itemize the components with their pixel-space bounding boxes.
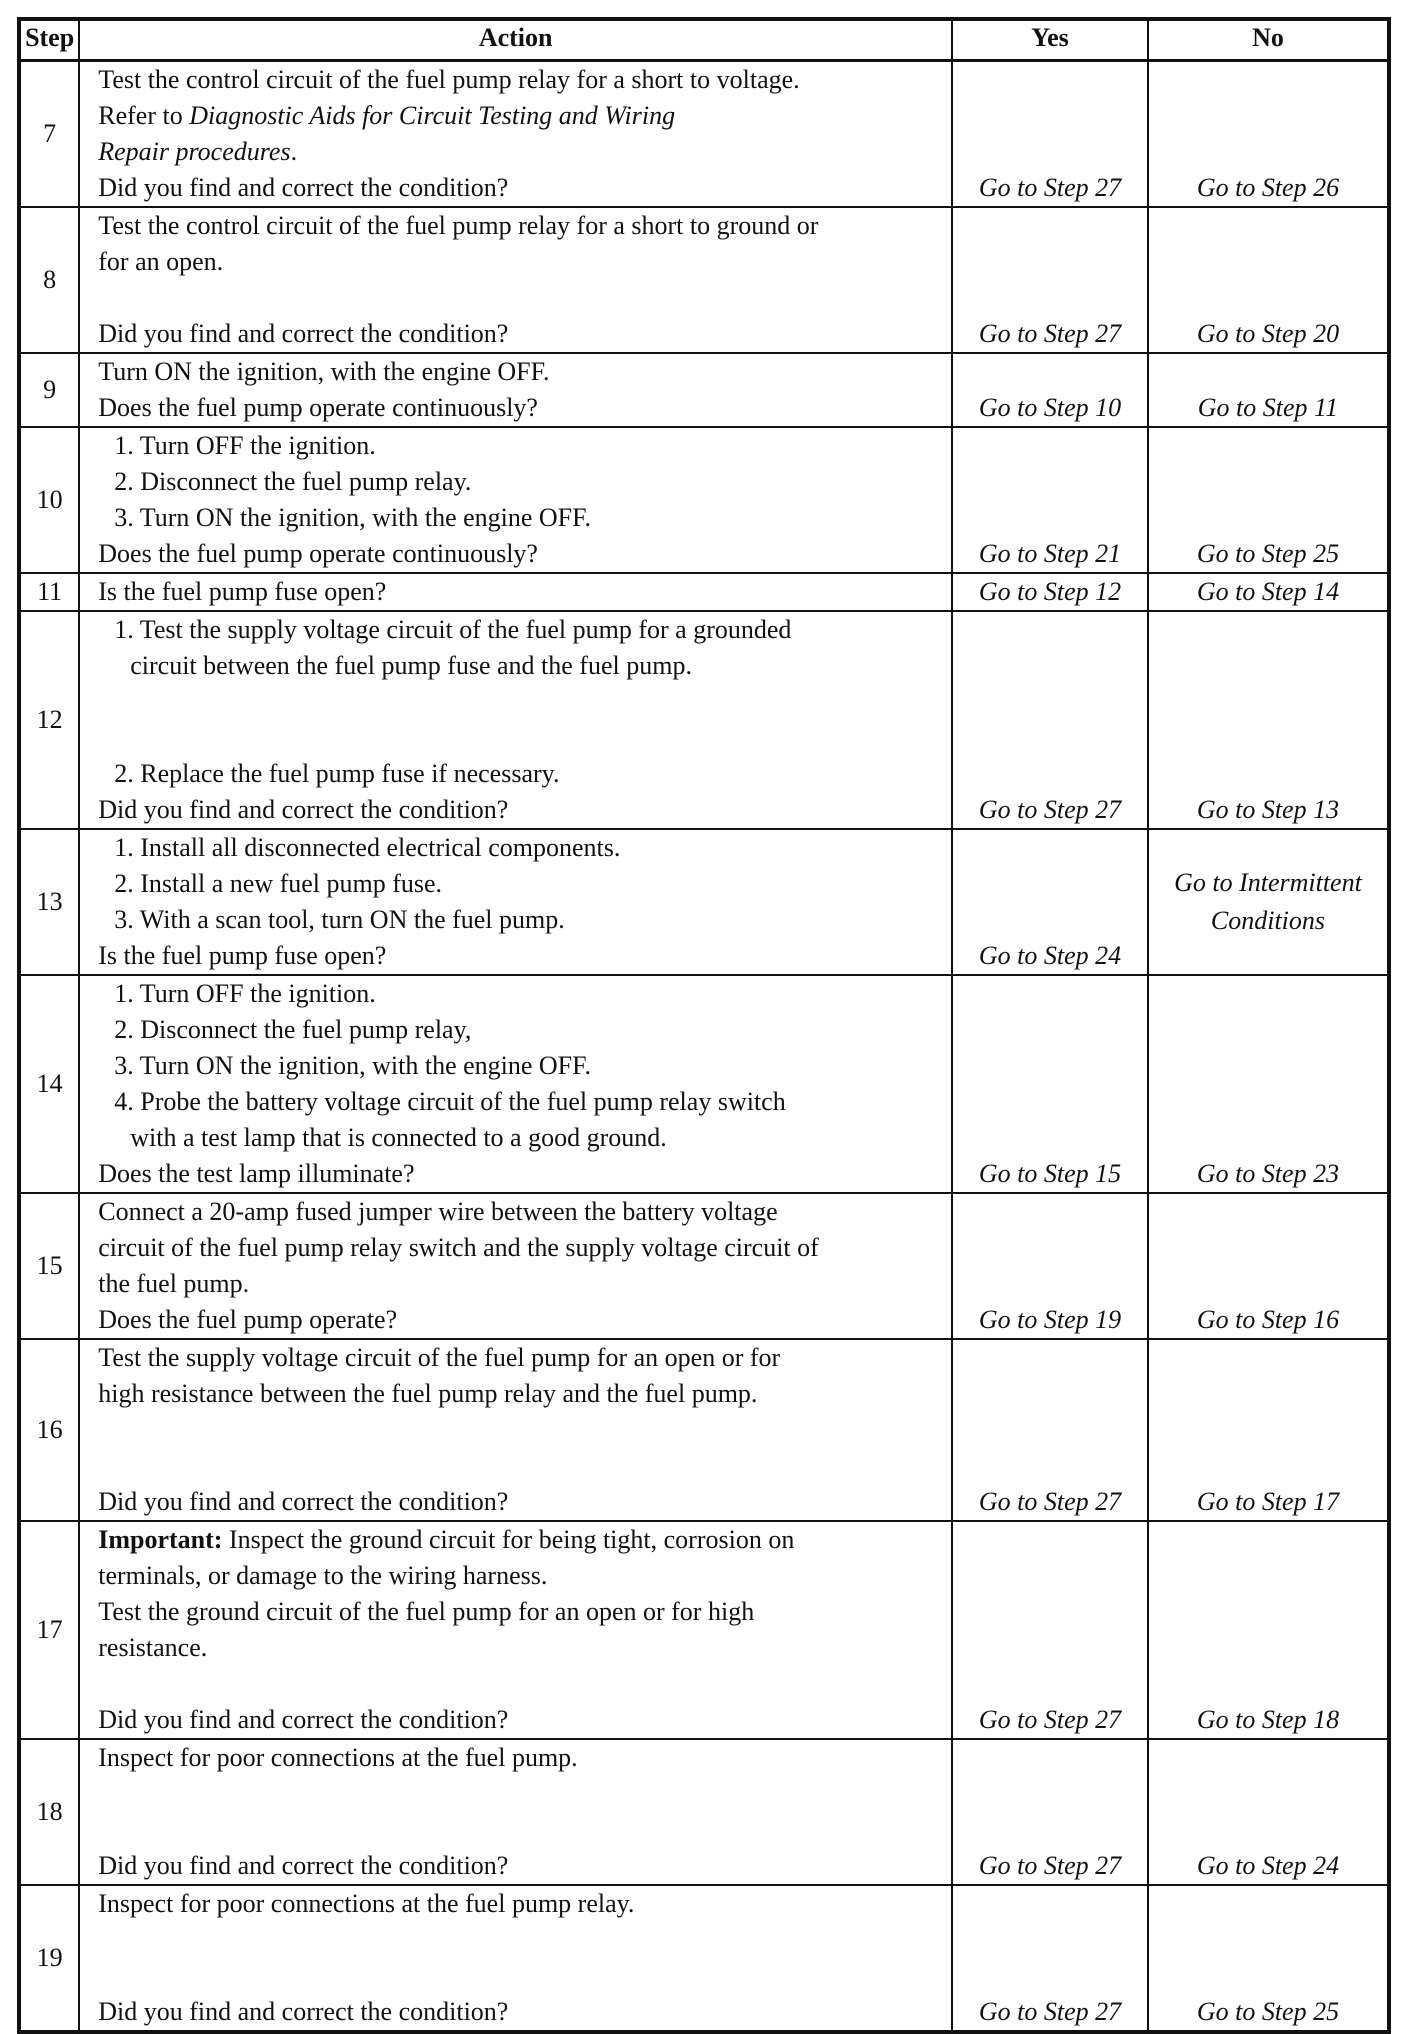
header-row xyxy=(19,19,1389,61)
action-line: the fuel pump. xyxy=(98,1269,250,1298)
action-line: Inspect for poor connections at the fuel pump relay. xyxy=(98,1889,635,1918)
yes-cell[interactable]: Go to Step 27 xyxy=(952,1521,1148,1739)
yes-cell[interactable]: Go to Step 19 xyxy=(952,1193,1148,1339)
action-line xyxy=(98,98,943,134)
yes-cell[interactable]: Go to Step 27 xyxy=(952,1885,1148,2032)
step-number: 16 xyxy=(19,1339,79,1521)
no-cell[interactable]: Go to Step 23 xyxy=(1148,975,1389,1193)
action-cell xyxy=(79,353,952,427)
question-line: Does the fuel pump operate continuously? xyxy=(98,539,538,568)
no-cell[interactable]: Go to Step 16 xyxy=(1148,1193,1389,1339)
yes-cell[interactable]: Go to Step 27 xyxy=(952,611,1148,829)
step-number: 12 xyxy=(19,611,79,829)
action-line: with a test lamp that is connected to a good ground. xyxy=(130,1123,667,1152)
action-cell xyxy=(79,829,952,975)
action-line: 3. Turn ON the ignition, with the engine OFF. xyxy=(114,1051,592,1080)
table-row xyxy=(19,573,1389,611)
action-line: 3. With a scan tool, turn ON the fuel pump. xyxy=(114,905,565,934)
question-line: Does the test lamp illuminate? xyxy=(98,1159,415,1188)
no-cell[interactable]: Go to Step 25 xyxy=(1148,427,1389,573)
action-line: high resistance between the fuel pump relay and the fuel pump. xyxy=(98,1379,758,1408)
step-number: 10 xyxy=(19,427,79,573)
table-row xyxy=(19,829,1389,975)
question-line: Did you find and correct the condition? xyxy=(98,1705,509,1734)
action-cell xyxy=(79,975,952,1193)
action-line: circuit between the fuel pump fuse and the fuel pump. xyxy=(130,651,692,680)
step-number: 11 xyxy=(19,573,79,611)
no-cell[interactable]: Go to Step 11 xyxy=(1148,353,1389,427)
action-line: terminals, or damage to the wiring harness. xyxy=(98,1561,548,1590)
action-cell xyxy=(79,61,952,208)
header-yes: Yes xyxy=(952,19,1148,61)
action-cell xyxy=(79,1739,952,1885)
yes-cell[interactable]: Go to Step 12 xyxy=(952,573,1148,611)
header-action: Action xyxy=(79,19,952,61)
table-row xyxy=(19,1193,1389,1339)
action-cell xyxy=(79,1339,952,1521)
action-line: 3. Turn ON the ignition, with the engine OFF. xyxy=(114,503,592,532)
action-line: Connect a 20-amp fused jumper wire between the battery voltage xyxy=(98,1197,778,1226)
action-text: Refer to xyxy=(98,101,190,130)
step-number: 7 xyxy=(19,61,79,208)
table-row xyxy=(19,1521,1389,1739)
question-line: Is the fuel pump fuse open? xyxy=(98,577,387,606)
question-line: Did you find and correct the condition? xyxy=(98,795,509,824)
action-line: 2. Replace the fuel pump fuse if necessary. xyxy=(114,759,560,788)
header-step: Step xyxy=(19,19,79,61)
step-number: 19 xyxy=(19,1885,79,2032)
yes-cell[interactable]: Go to Step 10 xyxy=(952,353,1148,427)
action-text: Inspect the ground circuit for being tight, corrosion on xyxy=(222,1525,795,1554)
step-number: 17 xyxy=(19,1521,79,1739)
action-cell xyxy=(79,573,952,611)
table-row xyxy=(19,427,1389,573)
important-label: Important: xyxy=(98,1525,223,1554)
step-number: 9 xyxy=(19,353,79,427)
action-cell xyxy=(79,427,952,573)
yes-cell[interactable]: Go to Step 27 xyxy=(952,1339,1148,1521)
action-line: 2. Disconnect the fuel pump relay, xyxy=(114,1015,472,1044)
question-line: Did you find and correct the condition? xyxy=(98,1997,509,2026)
action-line: 1. Install all disconnected electrical components. xyxy=(114,833,621,862)
reference-link-text: Diagnostic Aids for Circuit Testing and Wiring xyxy=(189,101,676,130)
yes-cell[interactable]: Go to Step 15 xyxy=(952,975,1148,1193)
table-row xyxy=(19,353,1389,427)
no-cell[interactable]: Go to Step 18 xyxy=(1148,1521,1389,1739)
step-number: 18 xyxy=(19,1739,79,1885)
diagnostic-table xyxy=(17,17,1391,2034)
yes-cell[interactable]: Go to Step 27 xyxy=(952,207,1148,353)
question-line: Did you find and correct the condition? xyxy=(98,319,509,348)
no-cell[interactable]: Go to Step 17 xyxy=(1148,1339,1389,1521)
no-cell[interactable]: Go to Step 25 xyxy=(1148,1885,1389,2032)
no-cell[interactable]: Go to Step 13 xyxy=(1148,611,1389,829)
action-line: 1. Test the supply voltage circuit of the fuel pump for a grounded xyxy=(114,615,792,644)
action-line: Test the control circuit of the fuel pump relay for a short to voltage. xyxy=(98,65,800,94)
question-line: Did you find and correct the condition? xyxy=(98,1851,509,1880)
action-line: 4. Probe the battery voltage circuit of the fuel pump relay switch xyxy=(114,1087,786,1116)
yes-cell[interactable]: Go to Step 27 xyxy=(952,61,1148,208)
step-number: 8 xyxy=(19,207,79,353)
action-line: 1. Turn OFF the ignition. xyxy=(114,431,376,460)
question-line: Did you find and correct the condition? xyxy=(98,173,509,202)
action-cell xyxy=(79,1193,952,1339)
no-cell[interactable]: Go to Step 24 xyxy=(1148,1739,1389,1885)
table-row xyxy=(19,207,1389,353)
step-number: 14 xyxy=(19,975,79,1193)
action-line: 1. Turn OFF the ignition. xyxy=(114,979,376,1008)
action-line: resistance. xyxy=(98,1633,208,1662)
header-no: No xyxy=(1148,19,1389,61)
table-row xyxy=(19,61,1389,208)
no-cell[interactable] xyxy=(1148,829,1389,975)
question-line: Is the fuel pump fuse open? xyxy=(98,941,387,970)
table-row xyxy=(19,611,1389,829)
table-row xyxy=(19,975,1389,1193)
action-line: circuit of the fuel pump relay switch and the supply voltage circuit of xyxy=(98,1233,819,1262)
no-cell-line: Conditions xyxy=(1210,906,1326,935)
action-line: 2. Install a new fuel pump fuse. xyxy=(114,869,443,898)
action-cell xyxy=(79,1885,952,2032)
action-line: 2. Disconnect the fuel pump relay. xyxy=(114,467,472,496)
table-row xyxy=(19,1339,1389,1521)
question-line: Does the fuel pump operate continuously? xyxy=(98,393,538,422)
question-line: Does the fuel pump operate? xyxy=(98,1305,398,1334)
no-cell[interactable]: Go to Step 20 xyxy=(1148,207,1389,353)
yes-cell[interactable]: Go to Step 21 xyxy=(952,427,1148,573)
diagnostic-table-container xyxy=(17,17,1391,2034)
no-cell[interactable]: Go to Step 26 xyxy=(1148,61,1389,208)
step-number: 13 xyxy=(19,829,79,975)
action-text: . xyxy=(290,137,298,166)
no-cell-line: Go to Intermittent xyxy=(1174,868,1362,897)
step-number: 15 xyxy=(19,1193,79,1339)
action-line: Test the supply voltage circuit of the fuel pump for an open or for xyxy=(98,1343,781,1372)
yes-cell[interactable]: Go to Step 24 xyxy=(952,829,1148,975)
action-cell xyxy=(79,207,952,353)
question-line: Did you find and correct the condition? xyxy=(98,1487,509,1516)
no-cell[interactable]: Go to Step 14 xyxy=(1148,573,1389,611)
yes-cell[interactable]: Go to Step 27 xyxy=(952,1739,1148,1885)
action-line: Test the ground circuit of the fuel pump for an open or for high xyxy=(98,1597,755,1626)
table-row xyxy=(19,1885,1389,2032)
action-line: Inspect for poor connections at the fuel pump. xyxy=(98,1743,578,1772)
reference-link-text: Repair procedures xyxy=(98,137,291,166)
action-line: Test the control circuit of the fuel pump relay for a short to ground or xyxy=(98,211,819,240)
table-row xyxy=(19,1739,1389,1885)
action-line: Turn ON the ignition, with the engine OFF. xyxy=(98,357,550,386)
action-line: for an open. xyxy=(98,247,224,276)
action-line xyxy=(98,1522,943,1558)
action-cell xyxy=(79,611,952,829)
action-line xyxy=(98,134,943,170)
action-cell xyxy=(79,1521,952,1739)
